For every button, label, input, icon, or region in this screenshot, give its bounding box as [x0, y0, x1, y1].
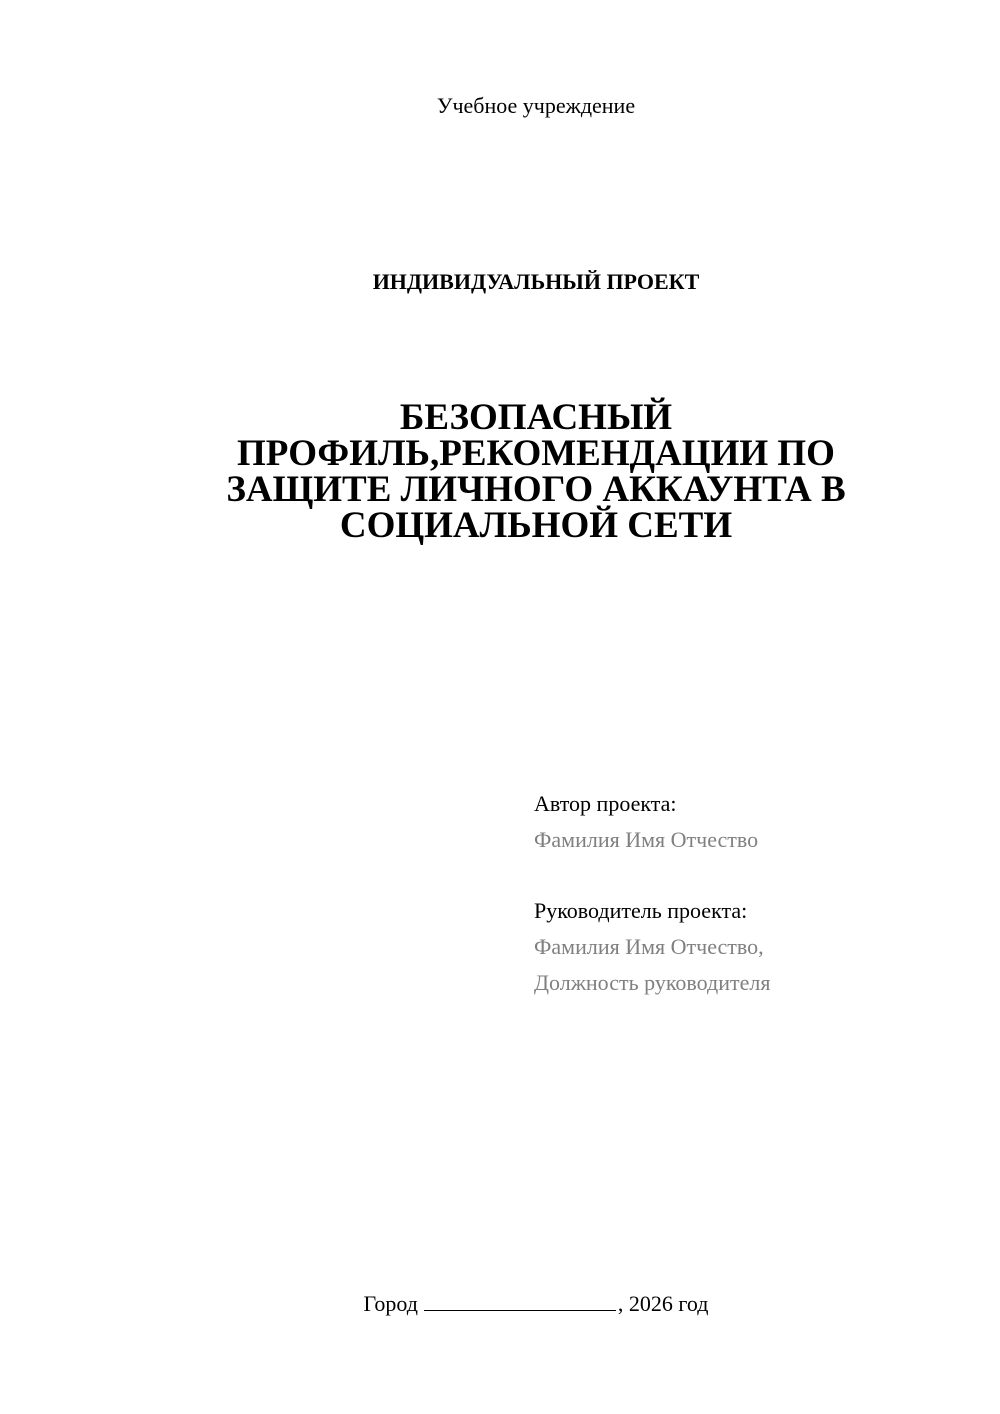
supervisor-block — [534, 893, 974, 1001]
supervisor-name: Фамилия Имя Отчество, — [534, 934, 764, 959]
author-label: Автор проекта: — [534, 791, 677, 816]
author-block — [534, 786, 974, 858]
city-year-line — [0, 1290, 1000, 1318]
project-title-line-2: ПРОФИЛЬ,РЕКОМЕНДАЦИИ ПО — [237, 433, 835, 474]
project-title-line-4: СОЦИАЛЬНОЙ СЕТИ — [339, 505, 733, 546]
project-type-heading: ИНДИВИДУАЛЬНЫЙ ПРОЕКТ — [372, 269, 700, 294]
year-text: , 2026 год — [617, 1291, 709, 1316]
city-label: Город — [363, 1291, 418, 1316]
project-title-line-1: БЕЗОПАСНЫЙ — [399, 397, 673, 438]
supervisor-position: Должность руководителя — [534, 970, 771, 995]
project-title-line-3: ЗАЩИТЕ ЛИЧНОГО АККАУНТА В — [226, 469, 846, 510]
project-title — [200, 397, 872, 546]
institution-name: Учебное учреждение — [436, 93, 636, 118]
city-blank-underline — [424, 1290, 616, 1311]
supervisor-label: Руководитель проекта: — [534, 898, 748, 923]
author-name: Фамилия Имя Отчество — [534, 827, 759, 852]
